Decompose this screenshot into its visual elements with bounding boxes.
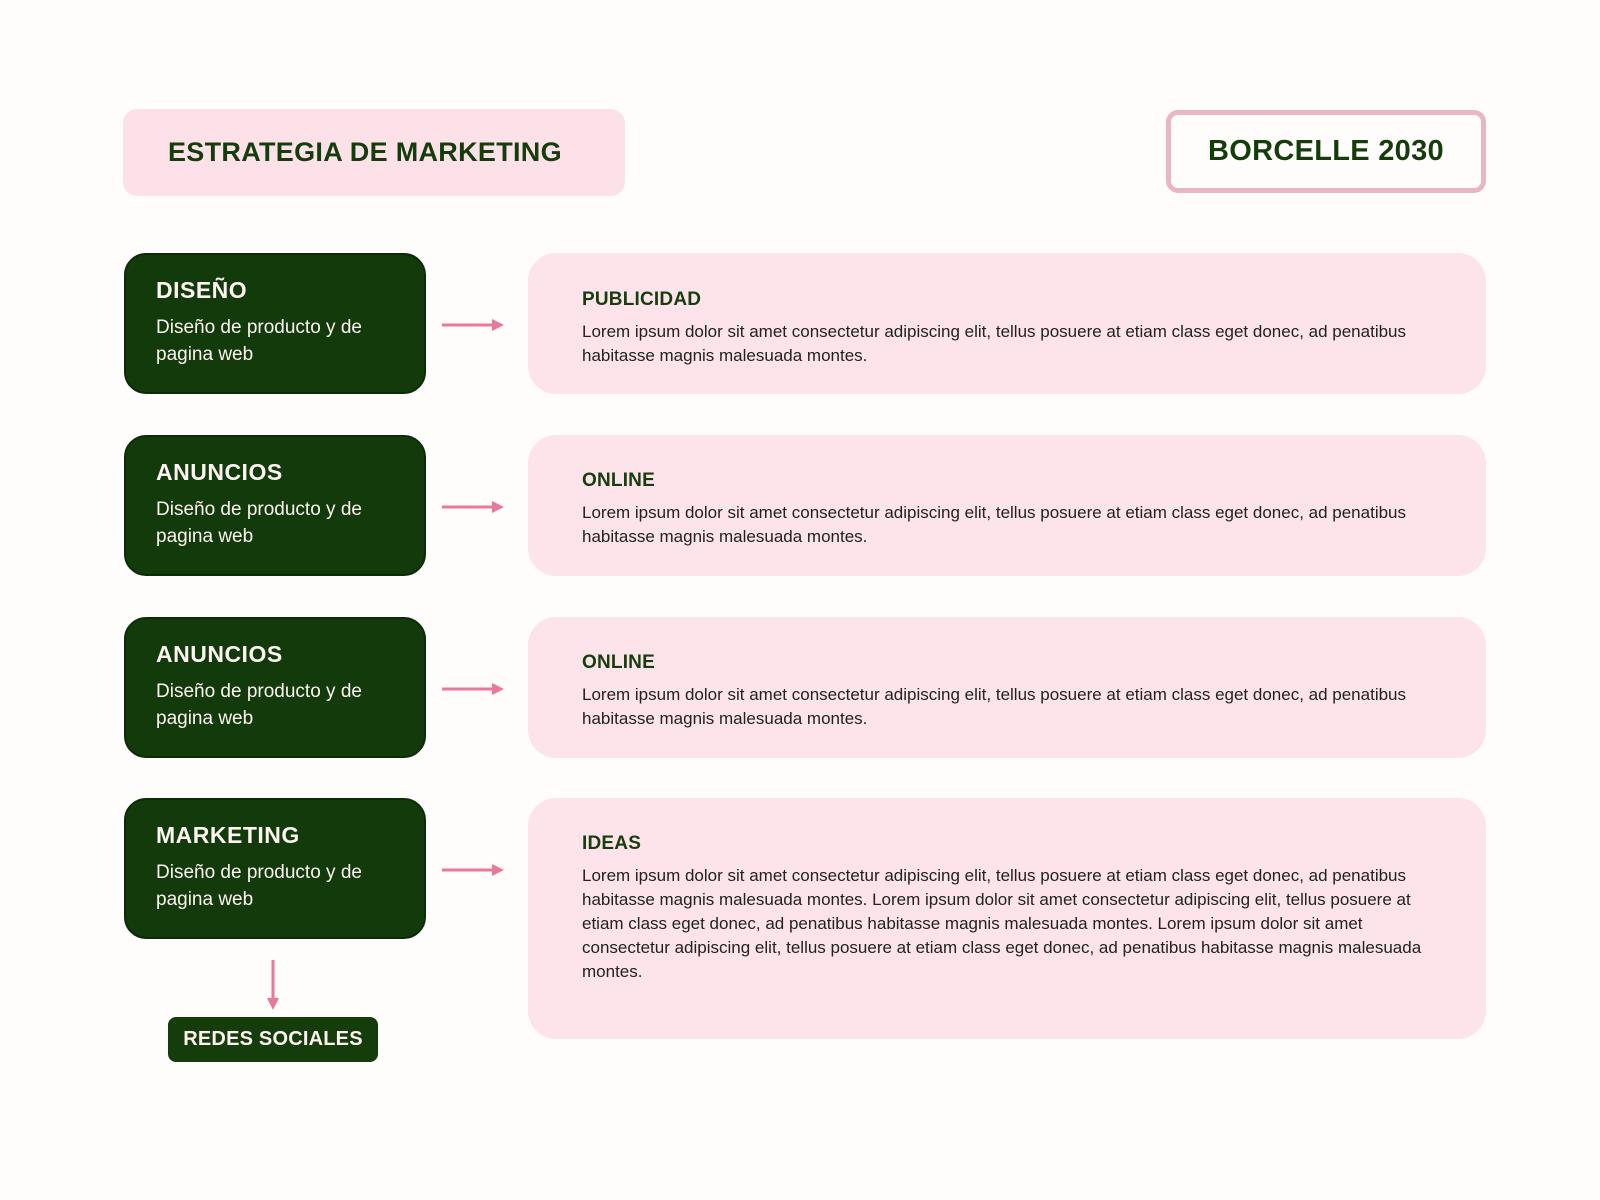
- arrow-right-icon: [442, 681, 504, 697]
- detail-card-online-1: [528, 435, 1486, 576]
- category-card-anuncios-2: [124, 617, 426, 758]
- category-title: DISEÑO: [156, 277, 248, 303]
- detail-title: PUBLICIDAD: [582, 289, 702, 310]
- category-description: Diseño de producto y de pagina web: [156, 681, 362, 729]
- page-title: ESTRATEGIA DE MARKETING: [168, 137, 562, 167]
- detail-title: IDEAS: [582, 833, 642, 854]
- detail-text: Lorem ipsum dolor sit amet consectetur adipiscing elit, tellus posuere at etiam class eget donec, ad penatibus habitasse magnis malesuada montes.: [582, 685, 1407, 728]
- category-title: MARKETING: [156, 822, 300, 848]
- social-media-label: REDES SOCIALES: [183, 1028, 363, 1050]
- detail-card-publicidad: [528, 253, 1486, 394]
- detail-text: Lorem ipsum dolor sit amet consectetur adipiscing elit, tellus posuere at etiam class eget donec, ad penatibus habitasse magnis malesuada montes.: [582, 503, 1407, 546]
- social-media-badge: [168, 1017, 378, 1062]
- category-card-anuncios-1: [124, 435, 426, 576]
- brand-label: BORCELLE 2030: [1208, 135, 1444, 167]
- category-title: ANUNCIOS: [156, 459, 283, 485]
- category-description: Diseño de producto y de pagina web: [156, 499, 362, 547]
- arrow-right-icon: [442, 862, 504, 878]
- category-card-marketing: [124, 798, 426, 939]
- category-description: Diseño de producto y de pagina web: [156, 317, 362, 365]
- category-description: Diseño de producto y de pagina web: [156, 862, 362, 910]
- detail-title: ONLINE: [582, 652, 655, 673]
- brand-banner: [1166, 110, 1486, 193]
- arrow-right-icon: [442, 499, 504, 515]
- arrow-down-icon: [265, 960, 281, 1010]
- detail-text: Lorem ipsum dolor sit amet consectetur adipiscing elit, tellus posuere at etiam class eget donec, ad penatibus habitasse magnis malesuada montes. Lorem ipsum dolor sit amet consectetur adipiscing elit, tellus posuere at etiam class eget donec, ad penatibus habitasse magnis malesuada montes. Lorem ipsum dolor sit amet consectetur adipiscing elit, tellus posuere at etiam class eget donec, ad penatibus habitasse magnis malesuada montes.: [582, 866, 1422, 981]
- detail-card-online-2: [528, 617, 1486, 758]
- detail-title: ONLINE: [582, 470, 655, 491]
- category-title: ANUNCIOS: [156, 641, 283, 667]
- detail-text: Lorem ipsum dolor sit amet consectetur adipiscing elit, tellus posuere at etiam class eget donec, ad penatibus habitasse magnis malesuada montes.: [582, 322, 1407, 365]
- title-banner: [123, 109, 625, 196]
- category-card-diseno: [124, 253, 426, 394]
- detail-card-ideas: [528, 798, 1486, 1039]
- arrow-right-icon: [442, 317, 504, 333]
